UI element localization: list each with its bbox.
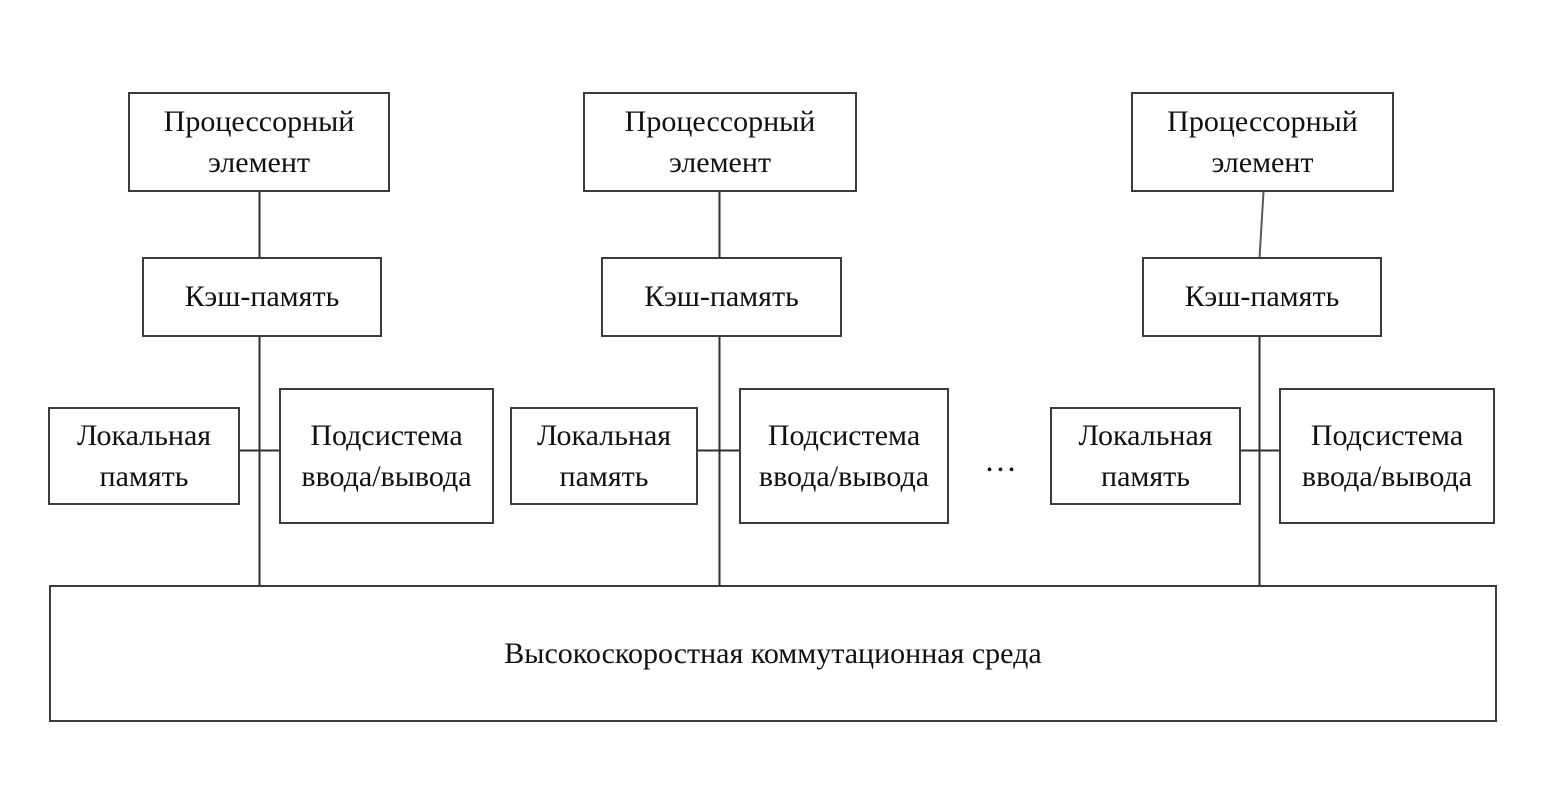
- processor-element-box-2: Процессорный элемент: [583, 92, 857, 192]
- io-subsystem-box-2: Подсистема ввода/вывода: [739, 388, 949, 524]
- continuation-ellipsis: ...: [985, 442, 1019, 478]
- cache-memory-box-3: Кэш-память: [1142, 257, 1382, 337]
- processor-element-box-1: Процессорный элемент: [128, 92, 390, 192]
- io-subsystem-box-3: Подсистема ввода/вывода: [1279, 388, 1495, 524]
- local-memory-box-1: Локальная память: [48, 407, 240, 505]
- cache-memory-box-1: Кэш-память: [142, 257, 382, 337]
- processor-element-box-3: Процессорный элемент: [1131, 92, 1394, 192]
- local-memory-box-3: Локальная память: [1050, 407, 1241, 505]
- io-subsystem-box-1: Подсистема ввода/вывода: [279, 388, 494, 524]
- local-memory-box-2: Локальная память: [510, 407, 698, 505]
- pe3-to-cache3-link: [1260, 192, 1264, 258]
- switching-medium-box: Высокоскоростная коммутационная среда: [49, 585, 1497, 722]
- cache-memory-box-2: Кэш-память: [601, 257, 842, 337]
